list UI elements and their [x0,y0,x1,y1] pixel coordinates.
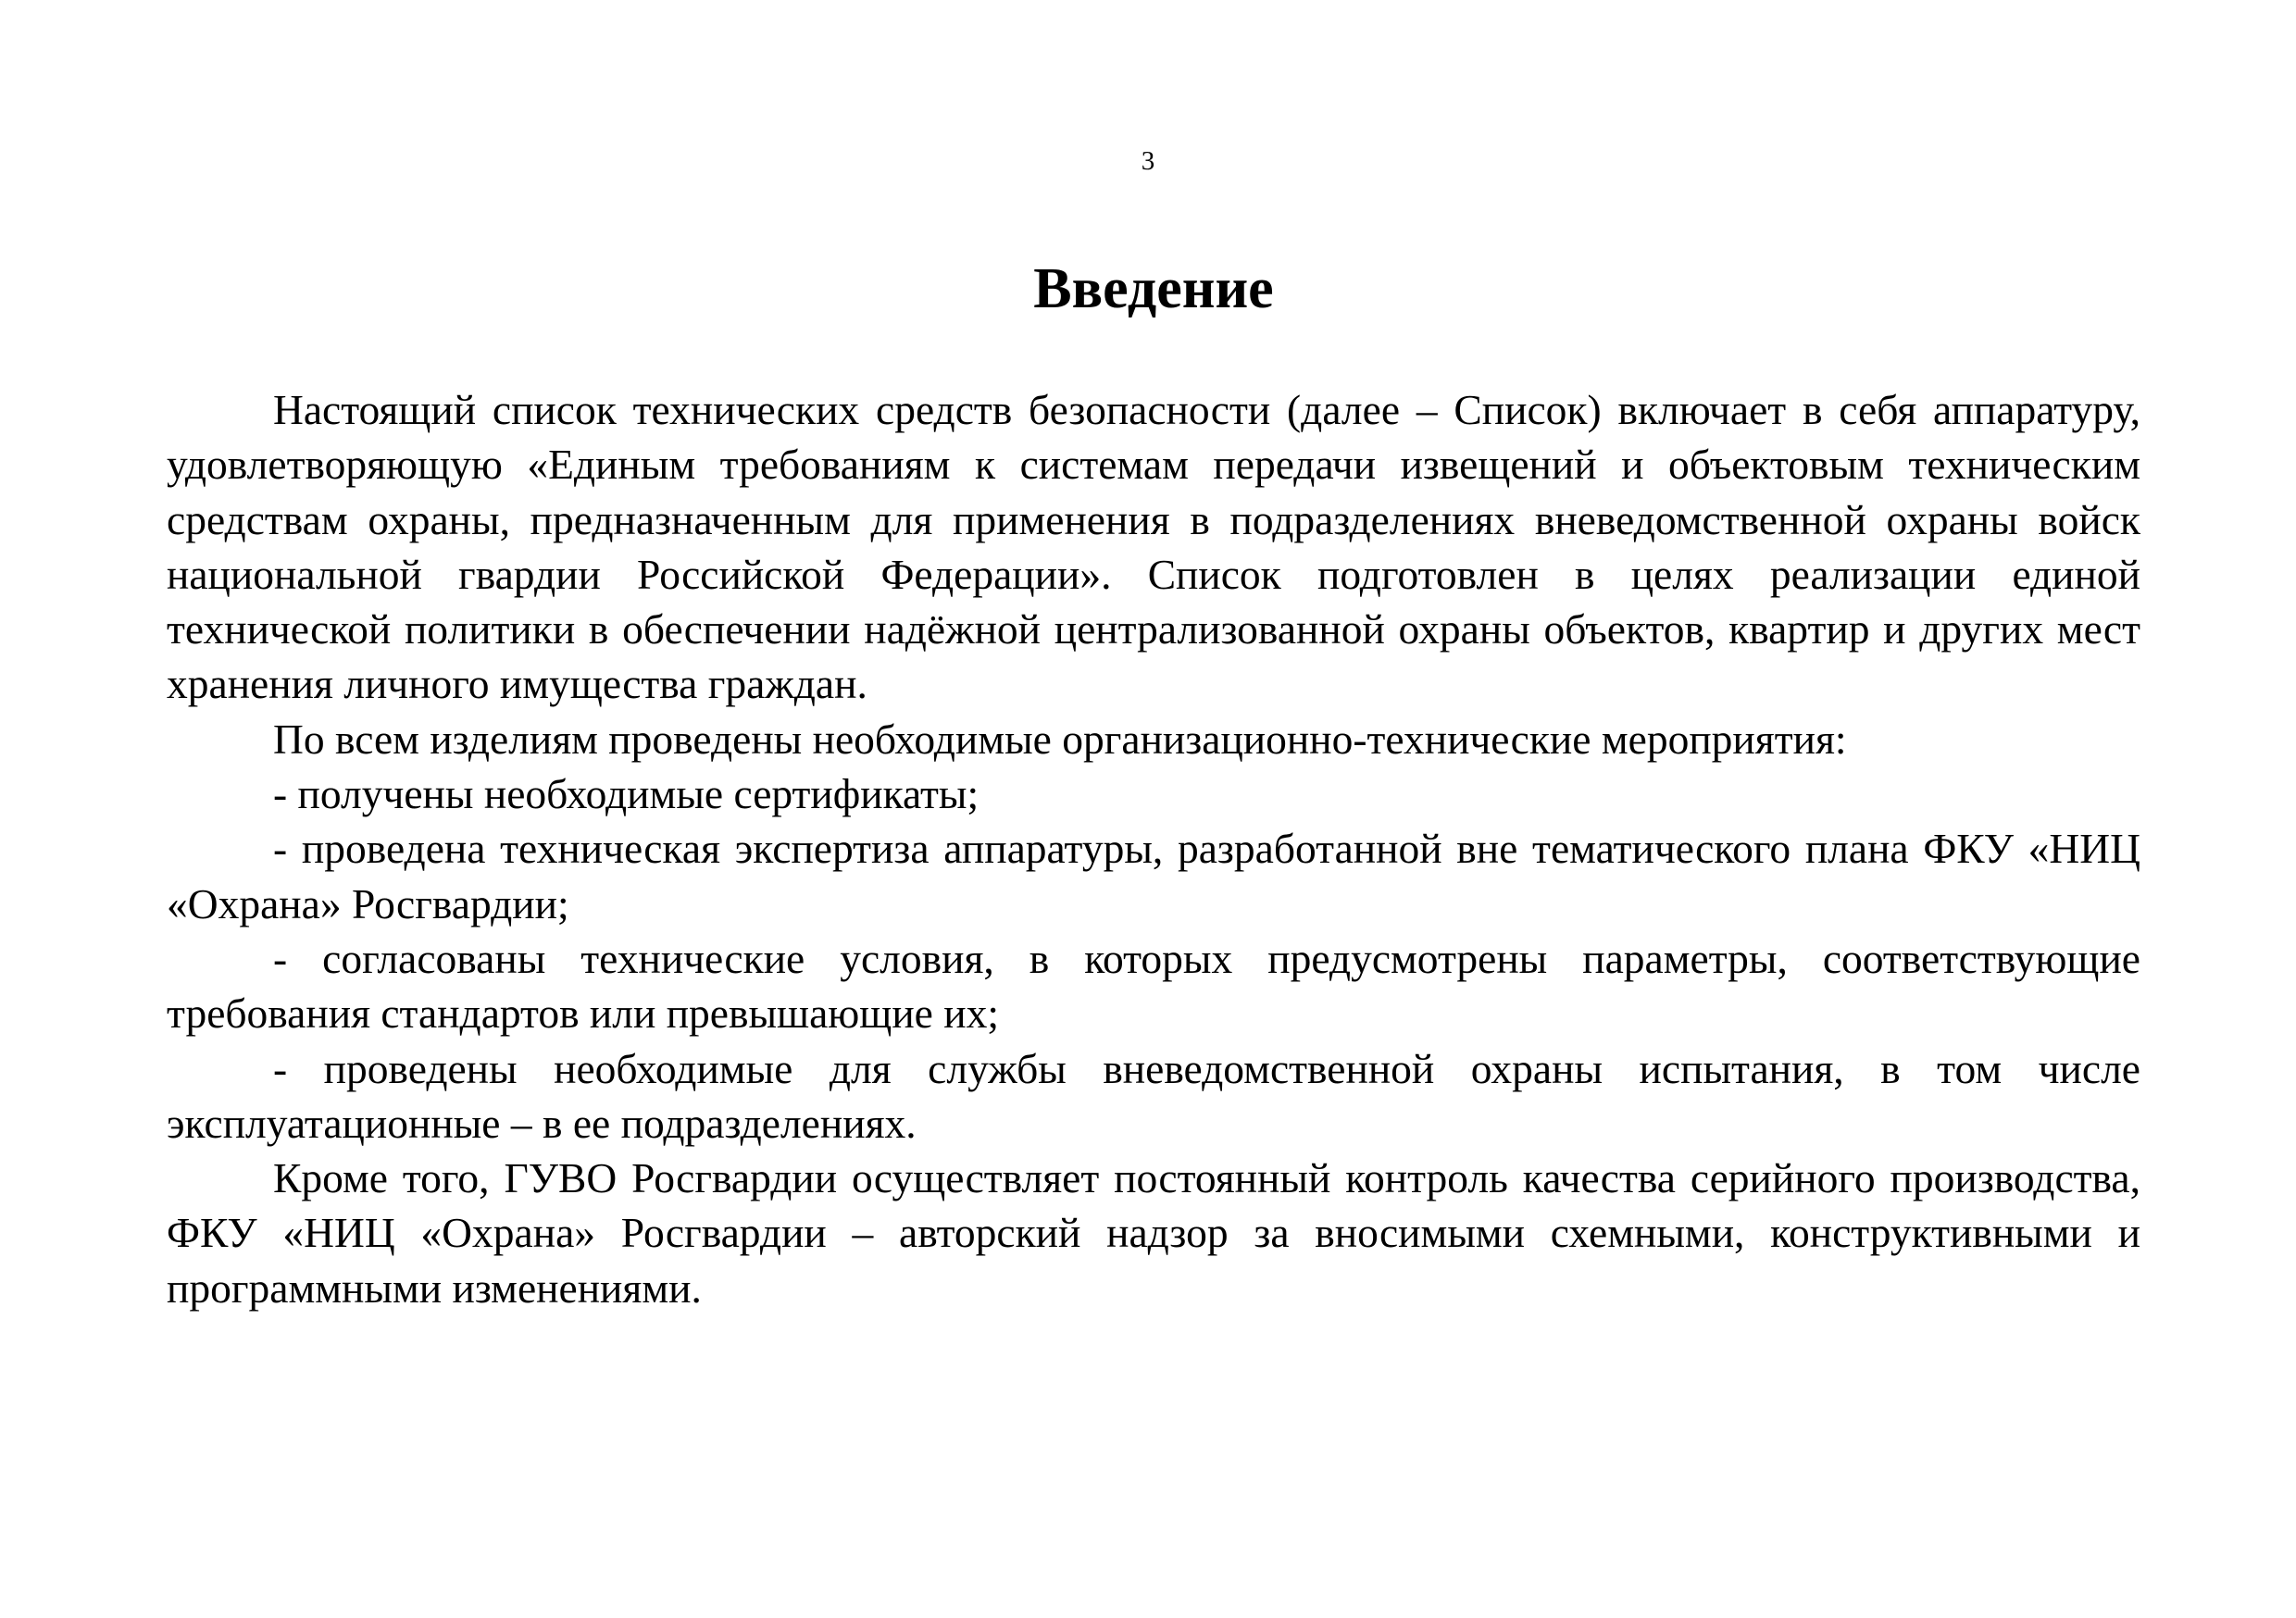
list-item-expertise: - проведена техническая экспертиза аппаратуры, разработанной вне тематического плана ФКУ «НИЦ «Охрана» Росгвардии; [167,825,2140,927]
list-item-certificates: - получены необходимые сертификаты; [273,770,980,818]
list-item-tests: - проведены необходимые для службы вневедомственной охраны испытания, в том числе эксплуатационные – в ее подразделениях. [167,1044,2140,1147]
body-text [167,382,2140,1315]
paragraph-measures: По всем изделиям проведены необходимые организационно-технические мероприятия: [273,715,1847,763]
page-number: 3 [1141,146,1155,176]
paragraph-intro: Настоящий список технических средств безопасности (далее – Список) включает в себя аппаратуру, удовлетворяющую «Единым требованиям к системам передачи извещений и объектовым техническим средствам охраны, предназначенным для применения в подразделениях вневедомственной охраны войск национальной гвардии Российской Федерации». Список подготовлен в целях реализации единой технической политики в обеспечении надёжной централизованной охраны объектов, квартир и других мест хранения личного имущества граждан. [167,386,2140,708]
page-title: Введение [1033,257,1274,320]
paragraph-quality-control: Кроме того, ГУВО Росгвардии осуществляет постоянный контроль качества серийного производства, ФКУ «НИЦ «Охрана» Росгвардии – авторский надзор за вносимыми схемными, конструктивными и программными изменениями. [167,1154,2140,1312]
list-item-specifications: - согласованы технические условия, в которых предусмотрены параметры, соответствующие требования стандартов или превышающие их; [167,934,2140,1038]
